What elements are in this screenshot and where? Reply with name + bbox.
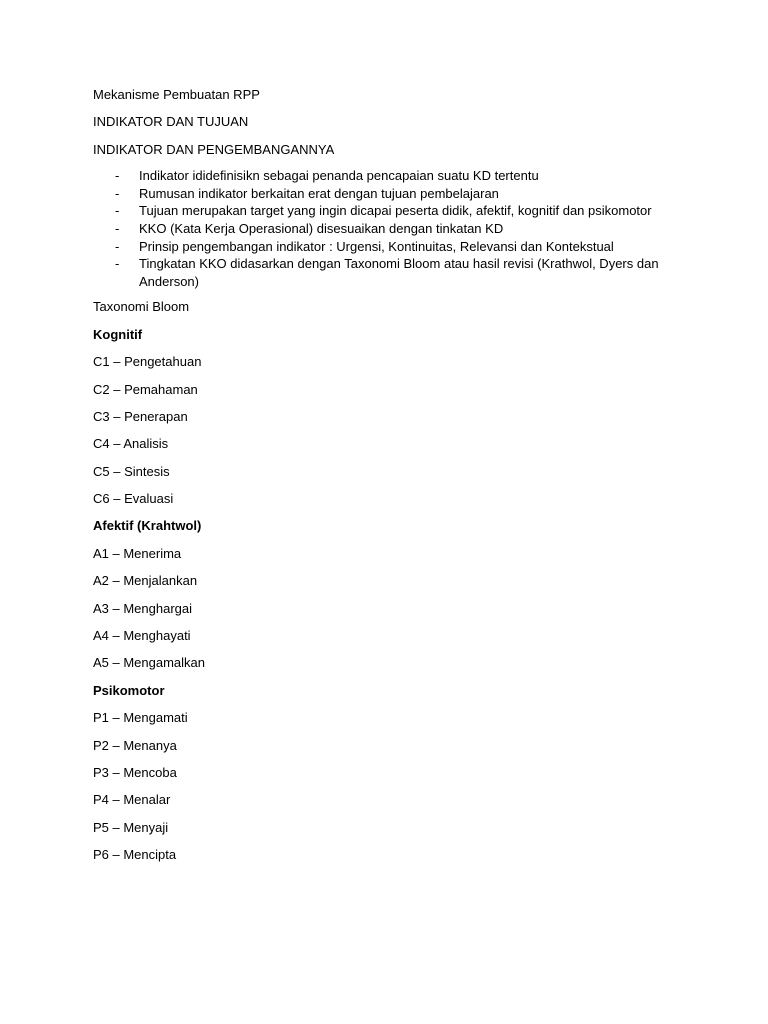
bullet-text: Rumusan indikator berkaitan erat dengan tujuan pembelajaran	[139, 185, 499, 201]
bullet-item	[93, 202, 669, 220]
psikomotor-item: P5 – Menyaji	[93, 819, 169, 835]
afektif-heading: Afektif (Krahtwol)	[93, 518, 202, 534]
psikomotor-heading: Psikomotor	[93, 682, 165, 698]
bullet-text: Indikator ididefinisikn sebagai penanda pencapaian suatu KD tertentu	[139, 168, 539, 184]
psikomotor-section	[93, 683, 693, 863]
bullet-dash: -	[115, 203, 120, 219]
psikomotor-item: P4 – Menalar	[93, 792, 171, 808]
kognitif-item: C4 – Analisis	[93, 436, 169, 452]
bullet-text: Tujuan merupakan target yang ingin dicapai peserta didik, afektif, kognitif dan psikomotor	[139, 203, 652, 219]
bullet-item	[93, 185, 669, 203]
bullet-item	[93, 238, 669, 256]
afektif-item: A1 – Menerima	[93, 545, 182, 561]
bullet-text: KKO (Kata Kerja Operasional) disesuaikan dengan tinkatan KD	[139, 220, 504, 236]
kognitif-item: C3 – Penerapan	[93, 408, 188, 424]
heading-indikator-pengembangan: INDIKATOR DAN PENGEMBANGANNYA	[93, 141, 335, 157]
psikomotor-item: P2 – Menanya	[93, 737, 177, 753]
document-body	[93, 87, 693, 875]
bullet-dash: -	[115, 185, 120, 201]
indikator-bullet-list	[93, 167, 693, 290]
bullet-item	[93, 255, 669, 290]
bullet-item	[93, 220, 669, 238]
bullet-item	[93, 167, 669, 185]
bullet-text: Tingkatan KKO didasarkan dengan Taxonomi Bloom atau hasil revisi (Krathwol, Dyers dan Anderson)	[139, 256, 659, 289]
afektif-item: A3 – Menghargai	[93, 600, 193, 616]
bullet-text: Prinsip pengembangan indikator : Urgensi, Kontinuitas, Relevansi dan Kontekstual	[139, 238, 614, 254]
psikomotor-item: P6 – Mencipta	[93, 847, 177, 863]
afektif-section	[93, 518, 693, 671]
kognitif-heading: Kognitif	[93, 326, 143, 342]
taxonomy-title: Taxonomi Bloom	[93, 299, 190, 315]
kognitif-item: C5 – Sintesis	[93, 463, 170, 479]
bullet-dash: -	[115, 220, 120, 236]
document-title: Mekanisme Pembuatan RPP	[93, 87, 260, 102]
afektif-item: A2 – Menjalankan	[93, 573, 198, 589]
bullet-dash: -	[115, 256, 120, 272]
kognitif-item: C2 – Pemahaman	[93, 381, 198, 397]
afektif-item: A5 – Mengamalkan	[93, 655, 206, 671]
bullet-dash: -	[115, 238, 120, 254]
bullet-dash: -	[115, 168, 120, 184]
heading-indikator-tujuan: INDIKATOR DAN TUJUAN	[93, 114, 249, 130]
psikomotor-item: P3 – Mencoba	[93, 764, 177, 780]
kognitif-item: C1 – Pengetahuan	[93, 354, 202, 370]
afektif-item: A4 – Menghayati	[93, 628, 191, 644]
kognitif-section	[93, 327, 693, 507]
kognitif-item: C6 – Evaluasi	[93, 491, 174, 507]
psikomotor-item: P1 – Mengamati	[93, 710, 188, 726]
